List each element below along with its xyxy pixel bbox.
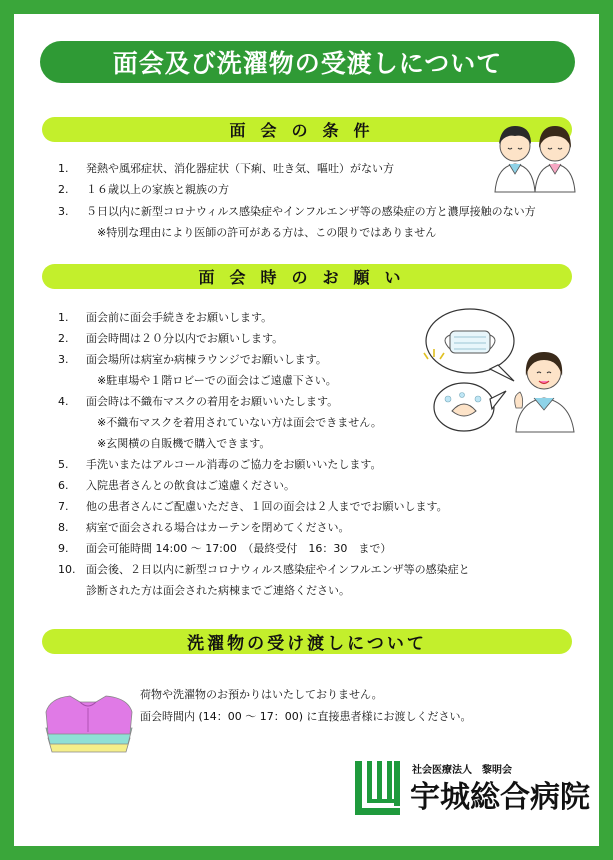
org-type: 社会医療法人 黎明会 (412, 765, 512, 776)
special-note: ※特別な理由により医師の許可がある方は、この限りではありません (97, 226, 437, 239)
section-heading-laundry: 洗濯物の受け渡しについて (42, 629, 572, 654)
laundry-line: 面会時間内 (14：00 ～ 17：00) に直接患者様にお渡しください。 (140, 710, 472, 723)
hospital-logo-icon (353, 759, 403, 825)
section-heading-visit-conditions: 面会の条件 (42, 117, 572, 142)
laundry-line: 荷物や洗濯物のお預かりはいたしておりません。 (140, 688, 383, 701)
folded-laundry-icon (42, 690, 134, 759)
list-item-continuation: 診断された方は面会された病棟までご連絡ください。 (86, 584, 350, 597)
section-heading-visit-requests: 面会時のお願い (42, 264, 572, 289)
list-item-note: ※駐車場や１階ロビーでの面会はご遠慮下さい。 (97, 374, 337, 387)
nurse-icon (512, 346, 577, 438)
list-item-note: ※玄関横の自販機で購入できます。 (97, 437, 271, 450)
list-item-note: ※不織布マスクを着用されていない方は面会できません。 (97, 416, 382, 429)
page-title: 面会及び洗濯物の受渡しについて (40, 41, 575, 83)
hospital-name: 宇城総合病院 (410, 780, 590, 815)
two-nurses-icon (487, 116, 582, 198)
